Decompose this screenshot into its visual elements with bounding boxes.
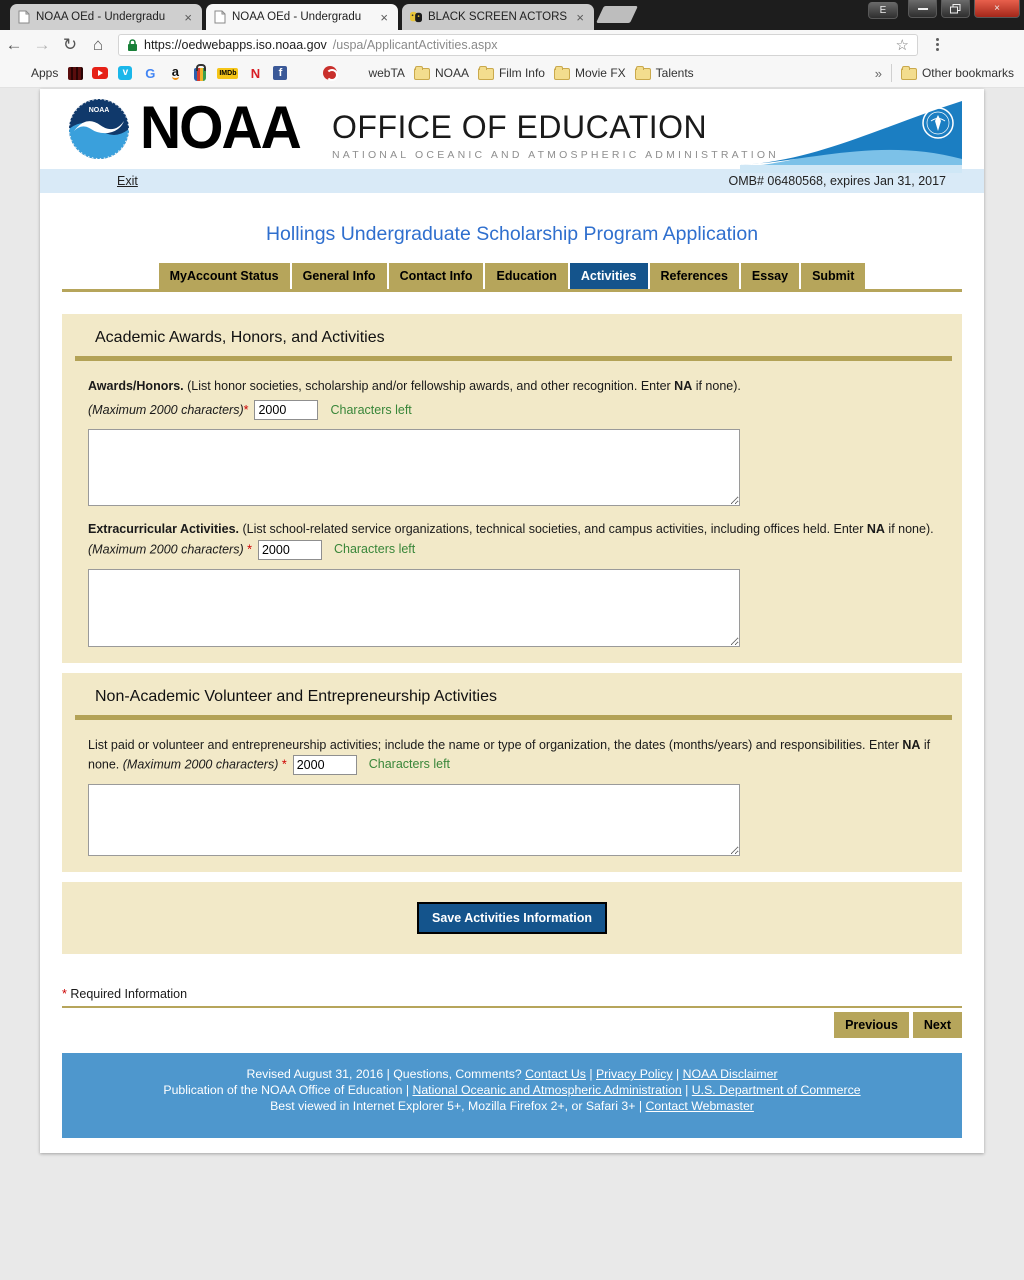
awards-label-bold: Awards/Honors.: [88, 379, 184, 393]
webta-label: webTA: [368, 66, 405, 80]
previous-button[interactable]: Previous: [834, 1012, 909, 1038]
bookmarks-divider: [891, 64, 892, 82]
awards-label-tail: if none).: [692, 379, 741, 393]
restore-icon: [950, 4, 961, 14]
theater-curtain-icon: [68, 67, 83, 80]
profile-badge-button[interactable]: E: [868, 2, 898, 19]
contact-webmaster-link[interactable]: Contact Webmaster: [645, 1098, 754, 1113]
nonacademic-panel: [62, 673, 962, 872]
footer-sep: |: [672, 1067, 683, 1082]
bookmark-folder-moviefx[interactable]: [554, 65, 626, 81]
noaa-wordmark: NOAA: [140, 94, 300, 162]
commerce-link[interactable]: U.S. Department of Commerce: [691, 1082, 861, 1097]
other-bookmarks-label: Other bookmarks: [921, 66, 1014, 80]
tab-title: NOAA OEd - Undergradu: [232, 11, 362, 23]
dept-block: [332, 109, 779, 161]
tab-title: NOAA OEd - Undergradu: [36, 11, 166, 23]
noaa-link[interactable]: National Oceanic and Atmospheric Administration: [412, 1082, 682, 1097]
bookmark-shopping[interactable]: [192, 65, 208, 81]
facebook-icon: f: [273, 66, 287, 80]
other-bookmarks[interactable]: [901, 65, 1014, 81]
back-icon[interactable]: ←: [5, 34, 23, 54]
bookmark-google[interactable]: [142, 65, 158, 81]
extracurricular-label: [62, 506, 962, 559]
page-icon: [214, 10, 226, 24]
tab-education[interactable]: Education: [485, 263, 567, 289]
noaa-logo: [68, 98, 130, 160]
nonacademic-chars-remaining-input[interactable]: [293, 755, 357, 775]
imdb-icon: IMDb: [219, 69, 237, 77]
awards-honors-label: [62, 361, 962, 396]
footer-line-1: [62, 1067, 962, 1083]
folder-icon: [414, 68, 430, 80]
https-lock-icon: [127, 38, 138, 52]
tab-activities[interactable]: Activities: [570, 263, 648, 289]
section-heading-academic: Academic Awards, Honors, and Activities: [95, 329, 385, 346]
swirl-icon: [323, 66, 337, 80]
url-path: /uspa/ApplicantActivities.aspx: [332, 37, 498, 52]
tab-general-info[interactable]: General Info: [292, 263, 387, 289]
browser-menu-icon[interactable]: [928, 34, 947, 55]
tab-title: BLACK SCREEN ACTORS: [428, 11, 568, 23]
nonacademic-chars-left-label: Characters left: [368, 757, 451, 772]
omb-number: OMB# 06480568, expires Jan 31, 2017: [728, 174, 946, 188]
apps-shortcut[interactable]: [10, 65, 58, 81]
nonacademic-na: NA: [902, 737, 921, 752]
pager: [62, 1012, 962, 1038]
bookmark-star-icon[interactable]: ☆: [895, 36, 909, 54]
bookmark-netflix[interactable]: [247, 65, 263, 81]
browser-titlebar: [0, 0, 1024, 30]
bookmark-folder-noaa[interactable]: [414, 65, 469, 81]
tab-contact-info[interactable]: Contact Info: [389, 263, 484, 289]
extracurricular-textarea[interactable]: [88, 569, 740, 647]
awards-chars-left-label: Characters left: [330, 403, 412, 418]
address-bar[interactable]: [118, 34, 918, 56]
required-asterisk: *: [247, 542, 252, 557]
apps-grid-icon: [10, 65, 26, 81]
footer-line-3: [62, 1099, 962, 1115]
bookmark-imdb[interactable]: [217, 68, 238, 79]
page-icon: [18, 10, 30, 24]
footer-sep: |: [681, 1082, 692, 1097]
svg-text:NOAA: NOAA: [88, 107, 110, 114]
extracurricular-label-text: (List school-related service organizations, technical societies, and campus activities, including offices held. Enter: [239, 522, 867, 537]
forward-icon[interactable]: →: [33, 34, 51, 54]
bookmark-vimeo[interactable]: [117, 65, 133, 81]
footer-sep: |: [585, 1067, 596, 1082]
extracurricular-max-note: (Maximum 2000 characters): [88, 542, 244, 557]
site-footer: [62, 1053, 962, 1138]
exit-link[interactable]: Exit: [117, 174, 138, 188]
extracurricular-chars-left-label: Characters left: [333, 542, 416, 557]
extracurricular-label-tail: if none).: [884, 522, 934, 537]
awards-meta-line: [62, 396, 962, 420]
google-icon: G: [145, 65, 156, 81]
new-tab-button[interactable]: [596, 6, 638, 23]
bookmark-microsoft[interactable]: [297, 65, 313, 81]
url-host: https://oedwebapps.iso.noaa.gov: [144, 37, 327, 52]
shopping-bag-icon: [194, 68, 206, 81]
nav-underline: [62, 289, 962, 292]
folder-icon: [554, 68, 570, 80]
folder-label: Movie FX: [574, 66, 626, 80]
extracurricular-chars-remaining-input[interactable]: [258, 540, 322, 560]
footer-text: Publication of the NOAA Office of Education |: [163, 1082, 413, 1097]
bookmark-youtube[interactable]: [92, 65, 108, 81]
save-panel: [62, 882, 962, 954]
dept-subtitle: NATIONAL OCEANIC AND ATMOSPHERIC ADMINISTRATION: [332, 149, 779, 161]
extracurricular-label-bold: Extracurricular Activities.: [88, 522, 239, 537]
folder-label: NOAA: [434, 66, 469, 80]
bookmarks-overflow-icon[interactable]: »: [874, 65, 882, 81]
close-button[interactable]: ×: [974, 0, 1020, 18]
next-button[interactable]: Next: [913, 1012, 962, 1038]
section-heading-nonacademic: Non-Academic Volunteer and Entrepreneurship Activities: [95, 687, 497, 705]
netflix-icon: N: [250, 65, 261, 81]
home-icon[interactable]: ⌂: [92, 34, 104, 54]
tab-essay[interactable]: Essay: [741, 263, 799, 289]
header-swoosh-graphic: [740, 101, 962, 173]
page-card: [40, 89, 984, 1153]
application-nav-tabs: [40, 263, 984, 289]
nonacademic-max-note: (Maximum 2000 characters): [122, 757, 279, 772]
bookmarks-bar: [0, 59, 1024, 88]
browser-tab-1[interactable]: [10, 4, 202, 30]
page-title: Hollings Undergraduate Scholarship Program Application: [265, 223, 759, 245]
footer-text: Best viewed in Internet Explorer 5+, Mozilla Firefox 2+, or Safari 3+ |: [270, 1098, 646, 1113]
noaa-disclaimer-link[interactable]: NOAA Disclaimer: [682, 1067, 778, 1082]
tab-references[interactable]: References: [650, 263, 739, 289]
folder-icon: [478, 68, 494, 80]
save-activities-button[interactable]: Save Activities Information: [417, 902, 607, 934]
youtube-icon: [92, 67, 108, 79]
browser-tab-2-active[interactable]: [206, 4, 398, 30]
folder-label: Film Info: [498, 66, 545, 80]
academic-awards-panel: [62, 314, 962, 663]
contact-us-link[interactable]: Contact Us: [525, 1067, 586, 1082]
webta-icon: [347, 65, 363, 81]
folder-label: Talents: [655, 66, 694, 80]
tab-close-icon[interactable]: ×: [576, 9, 584, 25]
browser-tab-3[interactable]: [402, 4, 594, 30]
awards-honors-textarea[interactable]: [88, 429, 740, 506]
awards-label-text: (List honor societies, scholarship and/or fellowship awards, and other recognition. Enter: [183, 379, 675, 393]
tab-submit[interactable]: Submit: [801, 263, 865, 289]
bookmark-facebook[interactable]: [272, 65, 288, 81]
awards-na: NA: [674, 379, 693, 393]
bookmark-swirl[interactable]: [322, 65, 338, 81]
nonacademic-textarea[interactable]: [88, 784, 740, 856]
tab-close-icon[interactable]: ×: [184, 9, 192, 25]
required-asterisk: *: [281, 757, 287, 772]
tab-myaccount-status[interactable]: MyAccount Status: [159, 263, 290, 289]
minimize-icon: [918, 8, 928, 10]
extracurricular-na: NA: [866, 522, 885, 537]
bookmark-folder-talents[interactable]: [635, 65, 694, 81]
reload-icon[interactable]: ↻: [62, 34, 78, 54]
nonacademic-label: [62, 720, 962, 775]
footer-text: Revised August 31, 2016 | Questions, Comments?: [246, 1067, 526, 1082]
bookmark-folder-filminfo[interactable]: [478, 65, 545, 81]
nonacademic-label-text: List paid or volunteer and entrepreneurship activities; include the name or type of organization, the dates (months/years) and responsibilities. Enter: [88, 737, 903, 752]
required-information-note: [62, 987, 962, 1008]
awards-max-note: (Maximum 2000 characters): [88, 403, 244, 418]
apps-label: Apps: [31, 66, 59, 80]
bookmark-webta[interactable]: [347, 65, 404, 81]
dept-title: OFFICE OF EDUCATION: [332, 109, 708, 145]
privacy-policy-link[interactable]: Privacy Policy: [595, 1067, 673, 1082]
amazon-icon: a: [171, 64, 179, 79]
theater-masks-icon: [410, 10, 422, 24]
required-asterisk: *: [243, 403, 249, 418]
awards-chars-remaining-input[interactable]: [254, 400, 318, 420]
bookmark-amazon[interactable]: [167, 65, 183, 81]
required-text: Required Information: [66, 987, 188, 1002]
minimize-button[interactable]: [908, 0, 937, 18]
folder-icon: [635, 68, 651, 80]
bookmark-theater[interactable]: [67, 65, 83, 81]
folder-icon: [901, 68, 917, 80]
microsoft-icon: [297, 65, 313, 81]
maximize-button[interactable]: [941, 0, 970, 18]
tab-close-icon[interactable]: ×: [380, 9, 388, 25]
site-header: [40, 89, 984, 169]
nonacademic-label-tail: if none.: [88, 737, 931, 772]
footer-line-2: [62, 1083, 962, 1099]
browser-toolbar: [0, 30, 1024, 59]
vimeo-icon: v: [118, 66, 132, 80]
window-controls: [868, 0, 1020, 19]
required-asterisk: *: [62, 987, 67, 1002]
